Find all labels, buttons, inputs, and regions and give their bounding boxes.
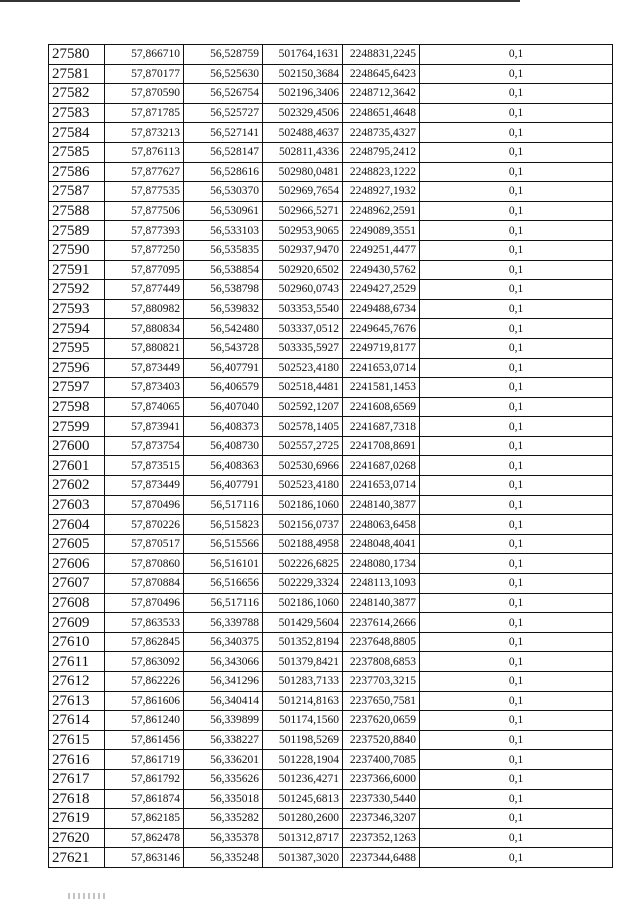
latitude-cell: 57,870860 — [105, 554, 184, 574]
accuracy-cell: 0,1 — [420, 319, 613, 339]
y-coordinate-cell: 2248048,4041 — [343, 534, 420, 554]
y-coordinate-cell: 2249089,3551 — [343, 221, 420, 241]
longitude-cell: 56,340375 — [184, 632, 263, 652]
table-row — [49, 260, 613, 280]
latitude-cell: 57,880982 — [105, 299, 184, 319]
point-number-cell: 27597 — [49, 378, 105, 398]
y-coordinate-cell: 2248645,6423 — [343, 64, 420, 84]
y-coordinate-cell: 2249645,7676 — [343, 319, 420, 339]
y-coordinate-cell: 2237346,3207 — [343, 809, 420, 829]
point-number-cell: 27615 — [49, 730, 105, 750]
longitude-cell: 56,517116 — [184, 495, 263, 515]
accuracy-cell: 0,1 — [420, 260, 613, 280]
longitude-cell: 56,408373 — [184, 417, 263, 437]
longitude-cell: 56,530370 — [184, 182, 263, 202]
table-row — [49, 691, 613, 711]
y-coordinate-cell: 2248140,3877 — [343, 495, 420, 515]
latitude-cell: 57,880834 — [105, 319, 184, 339]
x-coordinate-cell: 502150,3684 — [263, 64, 343, 84]
x-coordinate-cell: 501312,8717 — [263, 828, 343, 848]
y-coordinate-cell: 2241653,0714 — [343, 476, 420, 496]
point-number-cell: 27584 — [49, 123, 105, 143]
longitude-cell: 56,407791 — [184, 476, 263, 496]
accuracy-cell: 0,1 — [420, 515, 613, 535]
accuracy-cell: 0,1 — [420, 613, 613, 633]
table-row — [49, 476, 613, 496]
point-number-cell: 27621 — [49, 848, 105, 868]
latitude-cell: 57,870496 — [105, 495, 184, 515]
latitude-cell: 57,861719 — [105, 750, 184, 770]
longitude-cell: 56,339788 — [184, 613, 263, 633]
table-row — [49, 495, 613, 515]
y-coordinate-cell: 2241653,0714 — [343, 358, 420, 378]
table-row — [49, 456, 613, 476]
x-coordinate-cell: 502969,7654 — [263, 182, 343, 202]
longitude-cell: 56,528759 — [184, 45, 263, 65]
table-row — [49, 848, 613, 868]
accuracy-cell: 0,1 — [420, 221, 613, 241]
accuracy-cell: 0,1 — [420, 769, 613, 789]
x-coordinate-cell: 503353,5540 — [263, 299, 343, 319]
y-coordinate-cell: 2248080,1734 — [343, 554, 420, 574]
x-coordinate-cell: 501764,1631 — [263, 45, 343, 65]
table-row — [49, 593, 613, 613]
accuracy-cell: 0,1 — [420, 456, 613, 476]
point-number-cell: 27590 — [49, 240, 105, 260]
y-coordinate-cell: 2249488,6734 — [343, 299, 420, 319]
accuracy-cell: 0,1 — [420, 358, 613, 378]
accuracy-cell: 0,1 — [420, 691, 613, 711]
longitude-cell: 56,516656 — [184, 574, 263, 594]
latitude-cell: 57,880821 — [105, 338, 184, 358]
longitude-cell: 56,538798 — [184, 280, 263, 300]
point-number-cell: 27581 — [49, 64, 105, 84]
longitude-cell: 56,341296 — [184, 672, 263, 692]
latitude-cell: 57,873449 — [105, 358, 184, 378]
latitude-cell: 57,873449 — [105, 476, 184, 496]
y-coordinate-cell: 2249427,2529 — [343, 280, 420, 300]
latitude-cell: 57,866710 — [105, 45, 184, 65]
latitude-cell: 57,873213 — [105, 123, 184, 143]
latitude-cell: 57,861606 — [105, 691, 184, 711]
longitude-cell: 56,535835 — [184, 240, 263, 260]
y-coordinate-cell: 2237703,3215 — [343, 672, 420, 692]
x-coordinate-cell: 502953,9065 — [263, 221, 343, 241]
point-number-cell: 27613 — [49, 691, 105, 711]
x-coordinate-cell: 502488,4637 — [263, 123, 343, 143]
table-row — [49, 809, 613, 829]
x-coordinate-cell: 501429,5604 — [263, 613, 343, 633]
point-number-cell: 27588 — [49, 201, 105, 221]
accuracy-cell: 0,1 — [420, 554, 613, 574]
latitude-cell: 57,861240 — [105, 711, 184, 731]
point-number-cell: 27587 — [49, 182, 105, 202]
y-coordinate-cell: 2237614,2666 — [343, 613, 420, 633]
longitude-cell: 56,517116 — [184, 593, 263, 613]
longitude-cell: 56,525727 — [184, 103, 263, 123]
latitude-cell: 57,874065 — [105, 397, 184, 417]
x-coordinate-cell: 502920,6502 — [263, 260, 343, 280]
longitude-cell: 56,516101 — [184, 554, 263, 574]
table-row — [49, 142, 613, 162]
latitude-cell: 57,861874 — [105, 789, 184, 809]
x-coordinate-cell: 502329,4506 — [263, 103, 343, 123]
x-coordinate-cell: 502811,4336 — [263, 142, 343, 162]
point-number-cell: 27592 — [49, 280, 105, 300]
table-row — [49, 632, 613, 652]
accuracy-cell: 0,1 — [420, 201, 613, 221]
y-coordinate-cell: 2248831,2245 — [343, 45, 420, 65]
longitude-cell: 56,338227 — [184, 730, 263, 750]
y-coordinate-cell: 2248962,2591 — [343, 201, 420, 221]
x-coordinate-cell: 501352,8194 — [263, 632, 343, 652]
accuracy-cell: 0,1 — [420, 495, 613, 515]
accuracy-cell: 0,1 — [420, 280, 613, 300]
x-coordinate-cell: 502229,3324 — [263, 574, 343, 594]
table-row — [49, 554, 613, 574]
y-coordinate-cell: 2249719,8177 — [343, 338, 420, 358]
longitude-cell: 56,526754 — [184, 84, 263, 104]
longitude-cell: 56,406579 — [184, 378, 263, 398]
point-number-cell: 27599 — [49, 417, 105, 437]
x-coordinate-cell: 502523,4180 — [263, 358, 343, 378]
accuracy-cell: 0,1 — [420, 84, 613, 104]
accuracy-cell: 0,1 — [420, 45, 613, 65]
x-coordinate-cell: 502966,5271 — [263, 201, 343, 221]
table-row — [49, 64, 613, 84]
point-number-cell: 27620 — [49, 828, 105, 848]
longitude-cell: 56,340414 — [184, 691, 263, 711]
latitude-cell: 57,877535 — [105, 182, 184, 202]
latitude-cell: 57,877250 — [105, 240, 184, 260]
point-number-cell: 27604 — [49, 515, 105, 535]
longitude-cell: 56,528616 — [184, 162, 263, 182]
x-coordinate-cell: 501387,3020 — [263, 848, 343, 868]
latitude-cell: 57,863533 — [105, 613, 184, 633]
point-number-cell: 27616 — [49, 750, 105, 770]
x-coordinate-cell: 502186,1060 — [263, 495, 343, 515]
accuracy-cell: 0,1 — [420, 476, 613, 496]
accuracy-cell: 0,1 — [420, 652, 613, 672]
y-coordinate-cell: 2248140,3877 — [343, 593, 420, 613]
longitude-cell: 56,343066 — [184, 652, 263, 672]
accuracy-cell: 0,1 — [420, 750, 613, 770]
table-row — [49, 319, 613, 339]
accuracy-cell: 0,1 — [420, 397, 613, 417]
accuracy-cell: 0,1 — [420, 809, 613, 829]
point-number-cell: 27602 — [49, 476, 105, 496]
accuracy-cell: 0,1 — [420, 593, 613, 613]
accuracy-cell: 0,1 — [420, 378, 613, 398]
table-row — [49, 574, 613, 594]
point-number-cell: 27611 — [49, 652, 105, 672]
y-coordinate-cell: 2237330,5440 — [343, 789, 420, 809]
x-coordinate-cell: 503337,0512 — [263, 319, 343, 339]
y-coordinate-cell: 2241608,6569 — [343, 397, 420, 417]
x-coordinate-cell: 502518,4481 — [263, 378, 343, 398]
accuracy-cell: 0,1 — [420, 711, 613, 731]
y-coordinate-cell: 2237808,6853 — [343, 652, 420, 672]
longitude-cell: 56,408730 — [184, 436, 263, 456]
x-coordinate-cell: 501174,1560 — [263, 711, 343, 731]
longitude-cell: 56,335378 — [184, 828, 263, 848]
y-coordinate-cell: 2248795,2412 — [343, 142, 420, 162]
point-number-cell: 27609 — [49, 613, 105, 633]
y-coordinate-cell: 2237520,8840 — [343, 730, 420, 750]
latitude-cell: 57,877506 — [105, 201, 184, 221]
accuracy-cell: 0,1 — [420, 574, 613, 594]
x-coordinate-cell: 502980,0481 — [263, 162, 343, 182]
table-row — [49, 162, 613, 182]
point-number-cell: 27593 — [49, 299, 105, 319]
point-number-cell: 27596 — [49, 358, 105, 378]
x-coordinate-cell: 501214,8163 — [263, 691, 343, 711]
y-coordinate-cell: 2248823,1222 — [343, 162, 420, 182]
longitude-cell: 56,336201 — [184, 750, 263, 770]
point-number-cell: 27608 — [49, 593, 105, 613]
x-coordinate-cell: 502186,1060 — [263, 593, 343, 613]
table-row — [49, 240, 613, 260]
latitude-cell: 57,873403 — [105, 378, 184, 398]
latitude-cell: 57,877095 — [105, 260, 184, 280]
point-number-cell: 27580 — [49, 45, 105, 65]
accuracy-cell: 0,1 — [420, 789, 613, 809]
x-coordinate-cell: 502960,0743 — [263, 280, 343, 300]
accuracy-cell: 0,1 — [420, 672, 613, 692]
accuracy-cell: 0,1 — [420, 103, 613, 123]
y-coordinate-cell: 2249430,5762 — [343, 260, 420, 280]
table-row — [49, 652, 613, 672]
point-number-cell: 27601 — [49, 456, 105, 476]
table-row — [49, 828, 613, 848]
point-number-cell: 27582 — [49, 84, 105, 104]
point-number-cell: 27585 — [49, 142, 105, 162]
scan-artifact — [68, 893, 108, 899]
table-row — [49, 299, 613, 319]
longitude-cell: 56,525630 — [184, 64, 263, 84]
longitude-cell: 56,530961 — [184, 201, 263, 221]
point-number-cell: 27610 — [49, 632, 105, 652]
table-row — [49, 397, 613, 417]
x-coordinate-cell: 502592,1207 — [263, 397, 343, 417]
table-row — [49, 201, 613, 221]
table-row — [49, 338, 613, 358]
longitude-cell: 56,335018 — [184, 789, 263, 809]
y-coordinate-cell: 2248651,4648 — [343, 103, 420, 123]
latitude-cell: 57,870517 — [105, 534, 184, 554]
y-coordinate-cell: 2241687,0268 — [343, 456, 420, 476]
latitude-cell: 57,870226 — [105, 515, 184, 535]
longitude-cell: 56,543728 — [184, 338, 263, 358]
x-coordinate-cell: 501228,1904 — [263, 750, 343, 770]
table-row — [49, 750, 613, 770]
y-coordinate-cell: 2248113,1093 — [343, 574, 420, 594]
latitude-cell: 57,870177 — [105, 64, 184, 84]
accuracy-cell: 0,1 — [420, 534, 613, 554]
y-coordinate-cell: 2248063,6458 — [343, 515, 420, 535]
y-coordinate-cell: 2248712,3642 — [343, 84, 420, 104]
y-coordinate-cell: 2241687,7318 — [343, 417, 420, 437]
point-number-cell: 27612 — [49, 672, 105, 692]
latitude-cell: 57,863092 — [105, 652, 184, 672]
latitude-cell: 57,876113 — [105, 142, 184, 162]
x-coordinate-cell: 502188,4958 — [263, 534, 343, 554]
latitude-cell: 57,862226 — [105, 672, 184, 692]
longitude-cell: 56,528147 — [184, 142, 263, 162]
y-coordinate-cell: 2241581,1453 — [343, 378, 420, 398]
point-number-cell: 27598 — [49, 397, 105, 417]
table-row — [49, 769, 613, 789]
latitude-cell: 57,877627 — [105, 162, 184, 182]
table-row — [49, 123, 613, 143]
longitude-cell: 56,538854 — [184, 260, 263, 280]
longitude-cell: 56,407040 — [184, 397, 263, 417]
latitude-cell: 57,862185 — [105, 809, 184, 829]
accuracy-cell: 0,1 — [420, 123, 613, 143]
longitude-cell: 56,335282 — [184, 809, 263, 829]
x-coordinate-cell: 501283,7133 — [263, 672, 343, 692]
x-coordinate-cell: 501236,4271 — [263, 769, 343, 789]
point-number-cell: 27589 — [49, 221, 105, 241]
x-coordinate-cell: 502578,1405 — [263, 417, 343, 437]
point-number-cell: 27605 — [49, 534, 105, 554]
point-number-cell: 27619 — [49, 809, 105, 829]
longitude-cell: 56,407791 — [184, 358, 263, 378]
table-row — [49, 45, 613, 65]
point-number-cell: 27586 — [49, 162, 105, 182]
longitude-cell: 56,539832 — [184, 299, 263, 319]
x-coordinate-cell: 502523,4180 — [263, 476, 343, 496]
y-coordinate-cell: 2237366,6000 — [343, 769, 420, 789]
x-coordinate-cell: 501280,2600 — [263, 809, 343, 829]
top-border-rule — [0, 0, 520, 2]
longitude-cell: 56,515823 — [184, 515, 263, 535]
accuracy-cell: 0,1 — [420, 828, 613, 848]
accuracy-cell: 0,1 — [420, 417, 613, 437]
table-row — [49, 221, 613, 241]
x-coordinate-cell: 501198,5269 — [263, 730, 343, 750]
x-coordinate-cell: 502530,6966 — [263, 456, 343, 476]
y-coordinate-cell: 2237352,1263 — [343, 828, 420, 848]
point-number-cell: 27583 — [49, 103, 105, 123]
longitude-cell: 56,542480 — [184, 319, 263, 339]
table-row — [49, 672, 613, 692]
point-number-cell: 27595 — [49, 338, 105, 358]
point-number-cell: 27607 — [49, 574, 105, 594]
longitude-cell: 56,335626 — [184, 769, 263, 789]
y-coordinate-cell: 2241708,8691 — [343, 436, 420, 456]
accuracy-cell: 0,1 — [420, 436, 613, 456]
accuracy-cell: 0,1 — [420, 299, 613, 319]
table-row — [49, 378, 613, 398]
latitude-cell: 57,877393 — [105, 221, 184, 241]
longitude-cell: 56,339899 — [184, 711, 263, 731]
longitude-cell: 56,335248 — [184, 848, 263, 868]
latitude-cell: 57,870496 — [105, 593, 184, 613]
coordinates-table-body — [49, 45, 613, 868]
y-coordinate-cell: 2237400,7085 — [343, 750, 420, 770]
table-row — [49, 534, 613, 554]
point-number-cell: 27606 — [49, 554, 105, 574]
y-coordinate-cell: 2237620,0659 — [343, 711, 420, 731]
point-number-cell: 27603 — [49, 495, 105, 515]
latitude-cell: 57,870590 — [105, 84, 184, 104]
latitude-cell: 57,862478 — [105, 828, 184, 848]
latitude-cell: 57,873754 — [105, 436, 184, 456]
point-number-cell: 27591 — [49, 260, 105, 280]
x-coordinate-cell: 502156,0737 — [263, 515, 343, 535]
accuracy-cell: 0,1 — [420, 632, 613, 652]
latitude-cell: 57,862845 — [105, 632, 184, 652]
table-row — [49, 730, 613, 750]
accuracy-cell: 0,1 — [420, 338, 613, 358]
x-coordinate-cell: 502226,6825 — [263, 554, 343, 574]
table-row — [49, 515, 613, 535]
x-coordinate-cell: 501379,8421 — [263, 652, 343, 672]
table-row — [49, 789, 613, 809]
table-row — [49, 358, 613, 378]
y-coordinate-cell: 2237650,7581 — [343, 691, 420, 711]
accuracy-cell: 0,1 — [420, 162, 613, 182]
table-row — [49, 182, 613, 202]
point-number-cell: 27594 — [49, 319, 105, 339]
y-coordinate-cell: 2237648,8805 — [343, 632, 420, 652]
y-coordinate-cell: 2237344,6488 — [343, 848, 420, 868]
table-row — [49, 280, 613, 300]
point-number-cell: 27617 — [49, 769, 105, 789]
latitude-cell: 57,861456 — [105, 730, 184, 750]
x-coordinate-cell: 503335,5927 — [263, 338, 343, 358]
latitude-cell: 57,870884 — [105, 574, 184, 594]
table-row — [49, 613, 613, 633]
x-coordinate-cell: 502196,3406 — [263, 84, 343, 104]
latitude-cell: 57,873941 — [105, 417, 184, 437]
table-row — [49, 417, 613, 437]
table-row — [49, 436, 613, 456]
table-row — [49, 84, 613, 104]
accuracy-cell: 0,1 — [420, 240, 613, 260]
accuracy-cell: 0,1 — [420, 848, 613, 868]
x-coordinate-cell: 502937,9470 — [263, 240, 343, 260]
latitude-cell: 57,863146 — [105, 848, 184, 868]
point-number-cell: 27614 — [49, 711, 105, 731]
longitude-cell: 56,533103 — [184, 221, 263, 241]
accuracy-cell: 0,1 — [420, 730, 613, 750]
latitude-cell: 57,871785 — [105, 103, 184, 123]
table-row — [49, 103, 613, 123]
latitude-cell: 57,861792 — [105, 769, 184, 789]
longitude-cell: 56,527141 — [184, 123, 263, 143]
point-number-cell: 27618 — [49, 789, 105, 809]
y-coordinate-cell: 2248735,4327 — [343, 123, 420, 143]
accuracy-cell: 0,1 — [420, 64, 613, 84]
longitude-cell: 56,408363 — [184, 456, 263, 476]
point-number-cell: 27600 — [49, 436, 105, 456]
x-coordinate-cell: 501245,6813 — [263, 789, 343, 809]
x-coordinate-cell: 502557,2725 — [263, 436, 343, 456]
accuracy-cell: 0,1 — [420, 142, 613, 162]
latitude-cell: 57,877449 — [105, 280, 184, 300]
longitude-cell: 56,515566 — [184, 534, 263, 554]
coordinates-table — [48, 44, 613, 868]
accuracy-cell: 0,1 — [420, 182, 613, 202]
y-coordinate-cell: 2249251,4477 — [343, 240, 420, 260]
y-coordinate-cell: 2248927,1932 — [343, 182, 420, 202]
latitude-cell: 57,873515 — [105, 456, 184, 476]
table-row — [49, 711, 613, 731]
